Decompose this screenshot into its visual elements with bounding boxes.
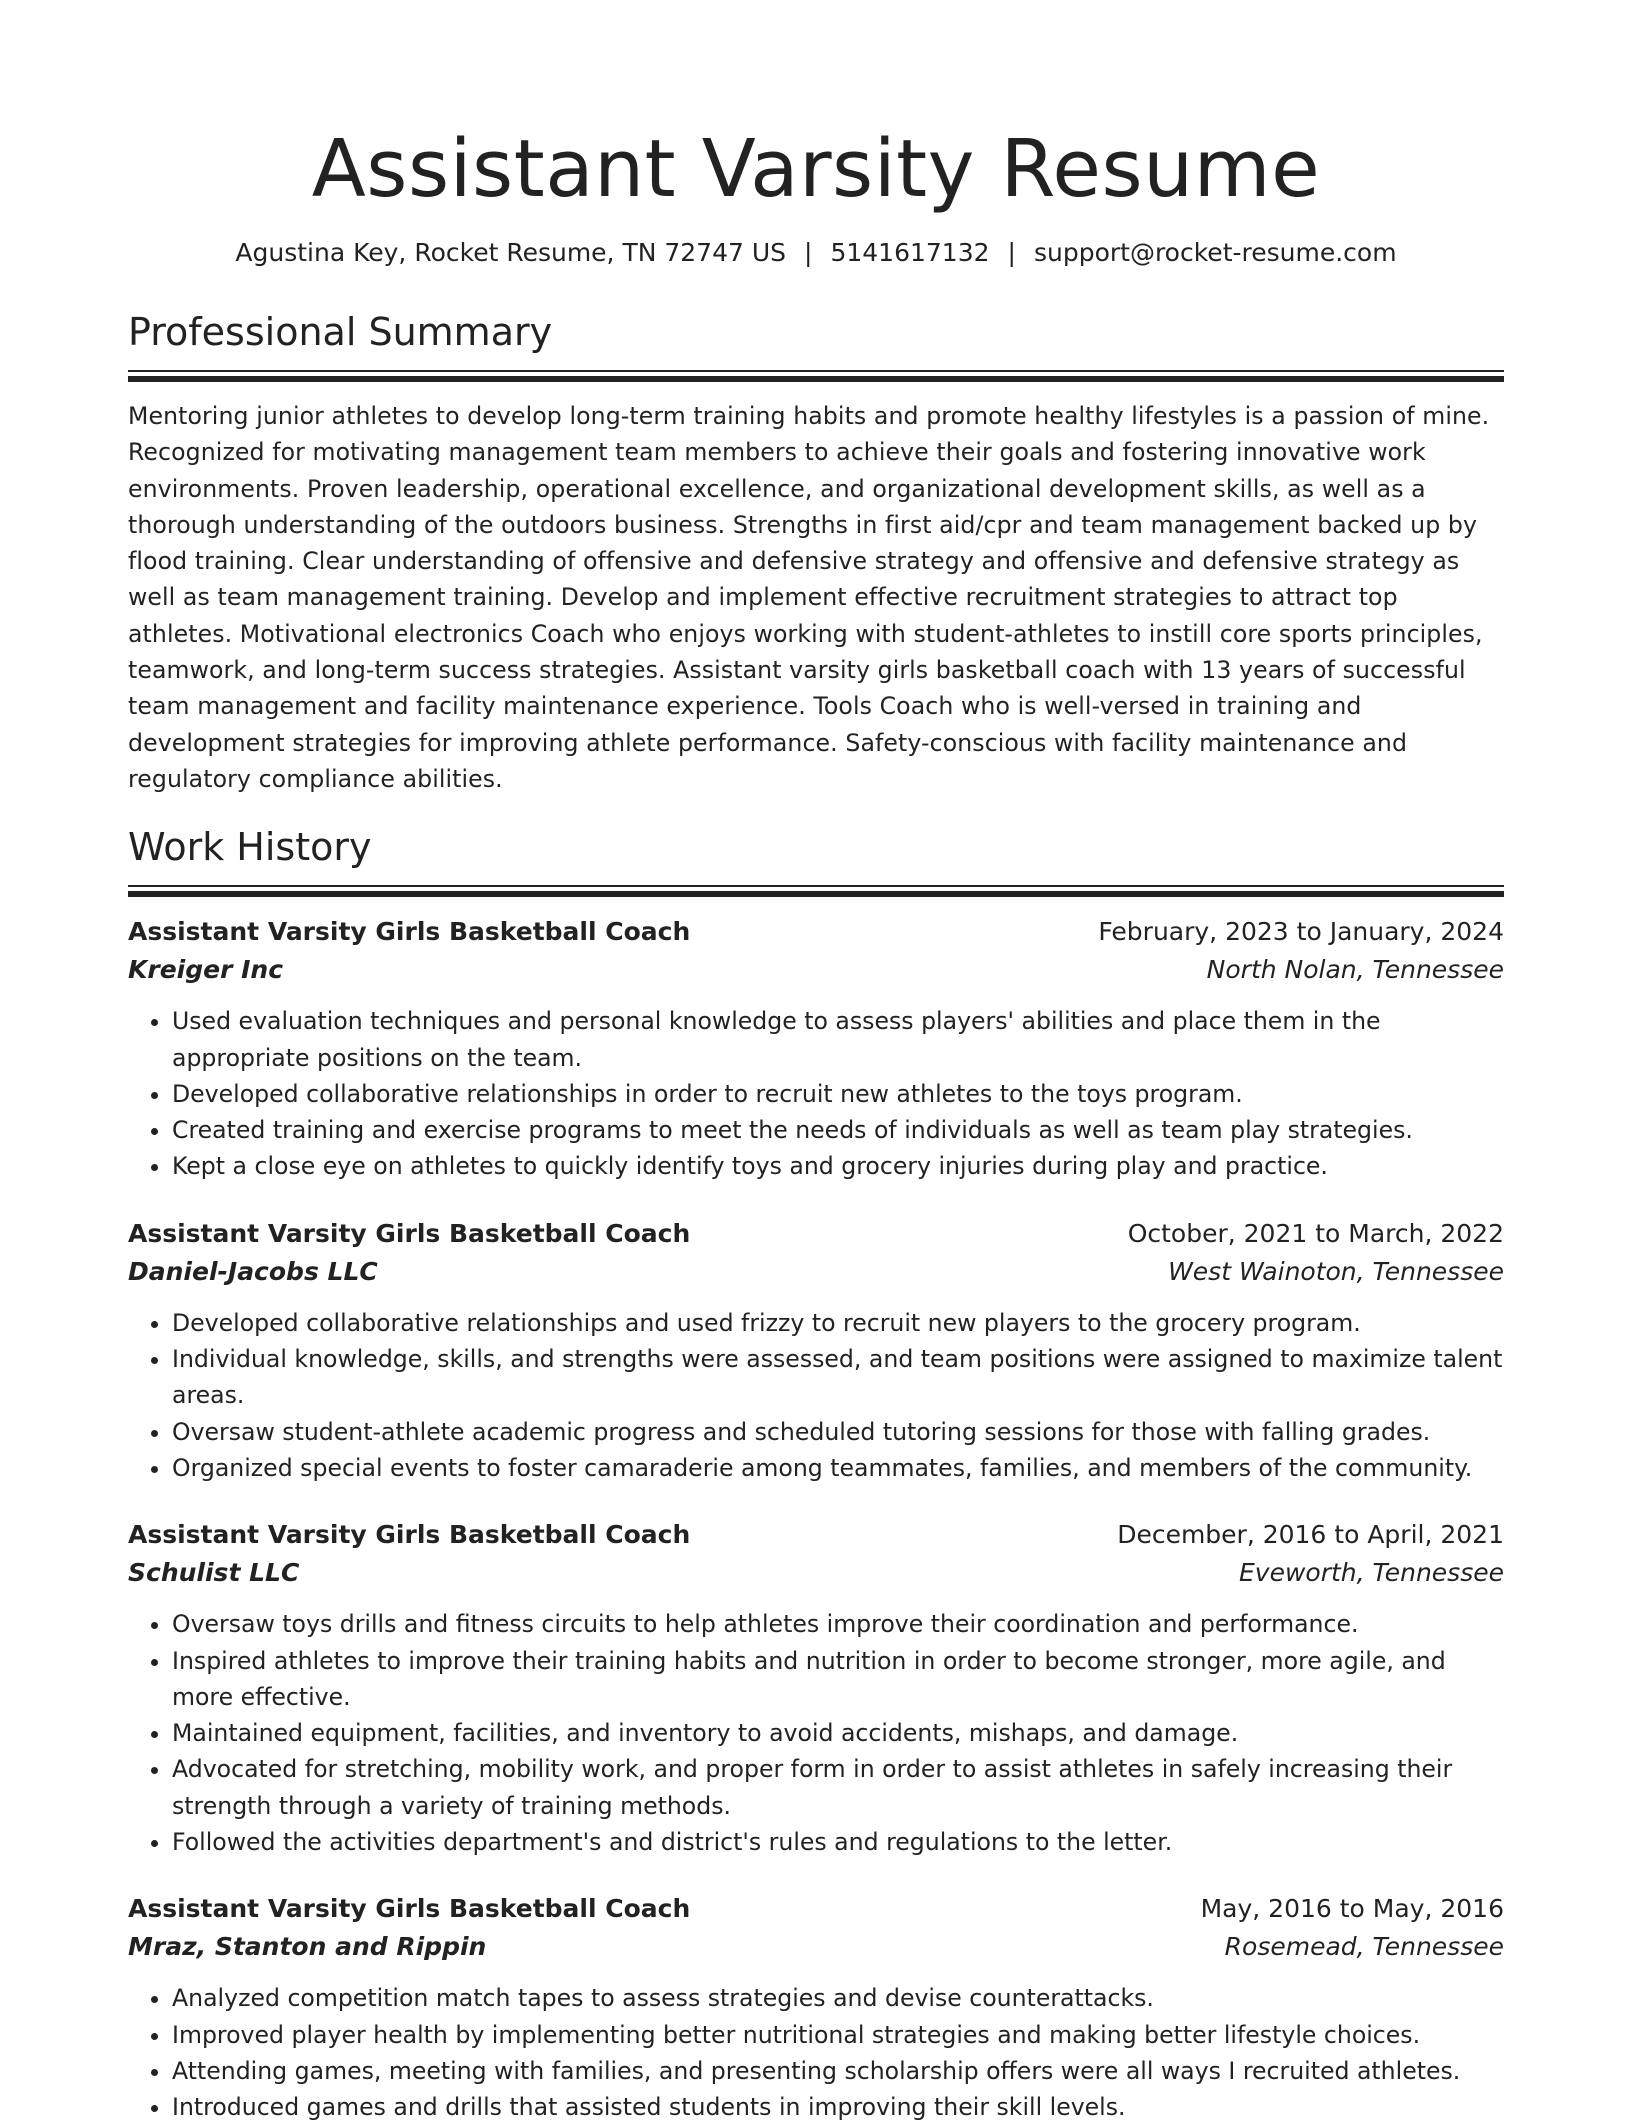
job-location: North Nolan, Tennessee [1206, 955, 1504, 985]
job-entry [128, 1516, 1504, 1860]
work-history-section [128, 823, 1504, 2125]
job-bullet: • Organized special events to foster camaraderie among teammates, families, and members of the community. [172, 1450, 1504, 1486]
job-title: Assistant Varsity Girls Basketball Coach [128, 1520, 691, 1550]
job-header-row [128, 1516, 1504, 1554]
job-location: Rosemead, Tennessee [1224, 1932, 1504, 1962]
work-history-heading: Work History [128, 825, 372, 870]
job-bullet: • Kept a close eye on athletes to quickly identify toys and grocery injuries during play and practice. [172, 1148, 1504, 1184]
job-dates: February, 2023 to January, 2024 [1098, 917, 1504, 947]
job-title: Assistant Varsity Girls Basketball Coach [128, 917, 691, 947]
job-bullet: • Developed collaborative relationships and used frizzy to recruit new players to the grocery program. [172, 1305, 1504, 1341]
resume-title: Assistant Varsity Resume [311, 123, 1321, 215]
contact-address: Agustina Key, Rocket Resume, TN 72747 US [235, 238, 787, 267]
resume-page [128, 0, 1504, 2126]
job-subheader-row [128, 1253, 1504, 1291]
job-header-row [128, 913, 1504, 951]
section-divider [128, 885, 1504, 897]
job-company: Mraz, Stanton and Rippin [128, 1932, 487, 1962]
job-bullet-list [128, 1305, 1504, 1486]
job-dates: October, 2021 to March, 2022 [1127, 1218, 1504, 1248]
job-dates: December, 2016 to April, 2021 [1117, 1520, 1504, 1550]
job-company: Daniel-Jacobs LLC [128, 1256, 378, 1286]
job-bullet: • Introduced games and drills that assisted students in improving their skill levels. [172, 2089, 1504, 2125]
job-subheader-row [128, 951, 1504, 989]
job-header-row [128, 1890, 1504, 1928]
job-subheader-row [128, 1554, 1504, 1592]
summary-heading: Professional Summary [128, 310, 553, 354]
contact-separator: | [804, 238, 813, 267]
job-bullet-list [128, 1003, 1504, 1184]
job-bullet: • Analyzed competition match tapes to assess strategies and devise counterattacks. [172, 1980, 1504, 2016]
job-bullet: • Attending games, meeting with families, and presenting scholarship offers were all ways I recruited athletes. [172, 2053, 1504, 2089]
job-bullet: • Followed the activities department's and district's rules and regulations to the letter. [172, 1824, 1504, 1860]
job-bullet: • Advocated for stretching, mobility work, and proper form in order to assist athletes in safely increasing their strength through a variety of training methods. [172, 1751, 1504, 1824]
job-bullet: • Oversaw toys drills and fitness circuits to help athletes improve their coordination and performance. [172, 1606, 1504, 1642]
job-entry [128, 1890, 1504, 2125]
contact-email[interactable]: support@rocket-resume.com [1033, 238, 1397, 267]
job-bullet-list [128, 1980, 1504, 2125]
job-entry [128, 1215, 1504, 1486]
section-divider [128, 370, 1504, 382]
job-company: Kreiger Inc [128, 955, 284, 985]
job-bullet-list [128, 1606, 1504, 1860]
job-bullet: • Developed collaborative relationships in order to recruit new athletes to the toys program. [172, 1076, 1504, 1112]
job-bullet: • Created training and exercise programs to meet the needs of individuals as well as team play strategies. [172, 1112, 1504, 1148]
job-company: Schulist LLC [128, 1558, 300, 1588]
contact-phone: 5141617132 [830, 238, 990, 267]
summary-section [128, 308, 1504, 797]
job-location: West Wainoton, Tennessee [1168, 1256, 1504, 1286]
job-title: Assistant Varsity Girls Basketball Coach [128, 1218, 691, 1248]
job-header-row [128, 1215, 1504, 1253]
contact-line [128, 236, 1504, 270]
job-bullet: • Used evaluation techniques and personal knowledge to assess players' abilities and place them in the appropriate positions on the team. [172, 1003, 1504, 1076]
job-bullet: • Individual knowledge, skills, and strengths were assessed, and team positions were assigned to maximize talent areas. [172, 1341, 1504, 1414]
job-bullet: • Maintained equipment, facilities, and inventory to avoid accidents, mishaps, and damage. [172, 1715, 1504, 1751]
job-bullet: • Oversaw student-athlete academic progress and scheduled tutoring sessions for those with falling grades. [172, 1414, 1504, 1450]
job-subheader-row [128, 1928, 1504, 1966]
job-entry [128, 913, 1504, 1184]
contact-separator: | [1007, 238, 1016, 267]
summary-text: Mentoring junior athletes to develop long-term training habits and promote healthy lifestyles is a passion of mine. Recognized for motivating management team members to achieve their goals and fostering innovative work environments. Proven leadership, operational excellence, and organizational development skills, as well as a thorough understanding of the outdoors business. Strengths in first aid/cpr and team management backed up by flood training. Clear understanding of offensive and defensive strategy and offensive and defensive strategy as well as team management training. Develop and implement effective recruitment strategies to attract top athletes. Motivational electronics Coach who enjoys working with student-athletes to instill core sports principles, teamwork, and long-term success strategies. Assistant varsity girls basketball coach with 13 years of successful team management and facility maintenance experience. Tools Coach who is well-versed in training and development strategies for improving athlete performance. Safety-conscious with facility maintenance and regulatory compliance abilities. [128, 402, 1490, 793]
job-title: Assistant Varsity Girls Basketball Coach [128, 1894, 691, 1924]
job-dates: May, 2016 to May, 2016 [1200, 1894, 1504, 1924]
job-bullet: • Improved player health by implementing better nutritional strategies and making better lifestyle choices. [172, 2017, 1504, 2053]
job-bullet: • Inspired athletes to improve their training habits and nutrition in order to become stronger, more agile, and more effective. [172, 1643, 1504, 1716]
job-location: Eveworth, Tennessee [1239, 1558, 1504, 1588]
